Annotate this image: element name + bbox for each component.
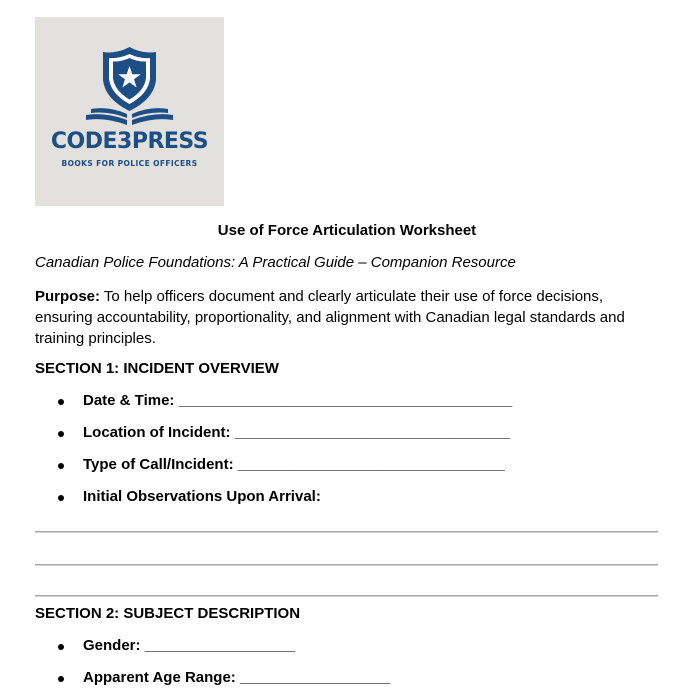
gender-field[interactable]: Gender: __________________	[83, 637, 295, 654]
observation-line[interactable]	[35, 564, 658, 566]
call-type-field[interactable]: Type of Call/Incident: ________________________________	[83, 456, 505, 473]
purpose-text: To help officers document and clearly articulate their use of force decisions, ensuring accountability, proportionality, and alignment with Canadian legal standards and training principles.	[35, 288, 625, 347]
purpose-paragraph	[35, 286, 655, 349]
purpose-label: Purpose:	[35, 288, 101, 305]
bullet-icon	[58, 399, 64, 405]
age-range-field[interactable]: Apparent Age Range: __________________	[83, 669, 391, 686]
bullet-icon	[58, 463, 64, 469]
section-1-heading: SECTION 1: INCIDENT OVERVIEW	[35, 360, 279, 377]
bullet-icon	[58, 644, 64, 650]
document-title: Use of Force Articulation Worksheet	[217, 222, 477, 239]
brand-tagline: BOOKS FOR POLICE OFFICERS	[61, 159, 198, 168]
brand-name: CODE3PRESS	[50, 129, 209, 154]
code3press-logo	[35, 17, 224, 206]
bullet-icon	[58, 495, 64, 501]
location-field[interactable]: Location of Incident: _________________________________	[83, 424, 510, 441]
shield-star-open-book-icon	[35, 17, 224, 206]
bullet-icon	[58, 431, 64, 437]
bullet-icon	[58, 676, 64, 682]
document-subtitle: Canadian Police Foundations: A Practical Guide – Companion Resource	[35, 254, 516, 271]
date-time-field[interactable]: Date & Time: ________________________________________	[83, 392, 513, 409]
observation-line[interactable]	[35, 595, 658, 597]
observation-line[interactable]	[35, 531, 658, 533]
section-2-heading: SECTION 2: SUBJECT DESCRIPTION	[35, 605, 301, 622]
initial-observations-label: Initial Observations Upon Arrival:	[83, 488, 321, 505]
